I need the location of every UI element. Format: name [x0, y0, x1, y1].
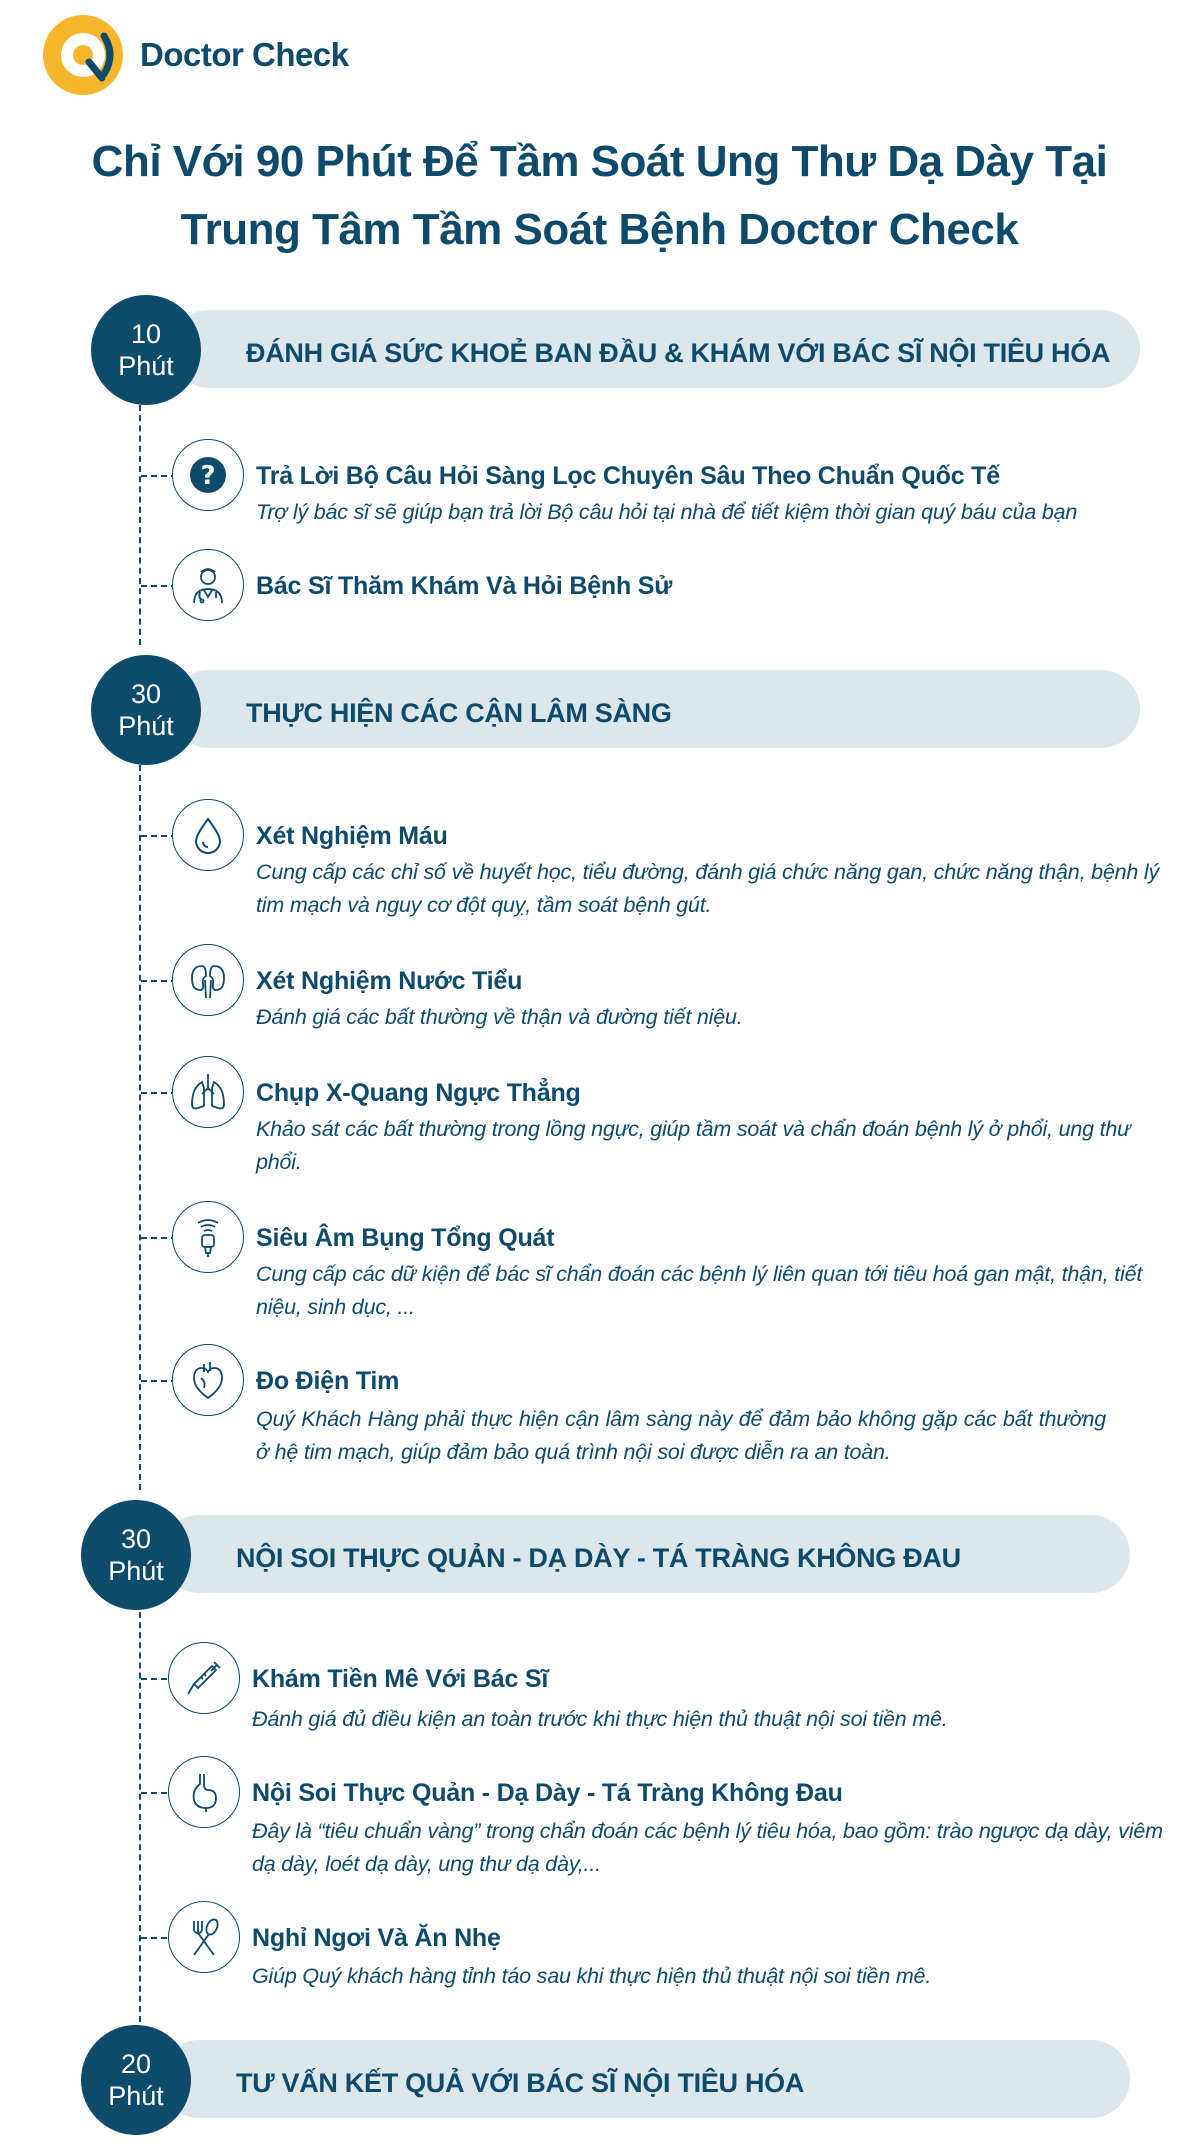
brand-name: Doctor Check: [140, 36, 349, 73]
item-desc: Đây là “tiêu chuẩn vàng” trong chẩn đoán các bệnh lý tiêu hóa, bao gồm: trào ngược dạ dày, viêm dạ dày, loét dạ dày, ung thư dạ dày,...: [252, 1819, 1163, 1876]
section-3-unit: Phút: [108, 1556, 164, 1586]
section-3-title: NỘI SOI THỰC QUẢN - DẠ DÀY - TÁ TRÀNG KHÔNG ĐAU: [236, 1543, 961, 1573]
section-2-duration-badge: [91, 655, 201, 765]
section-2-unit: Phút: [118, 711, 174, 741]
title-line-2: Trung Tâm Tầm Soát Bệnh Doctor Check: [180, 205, 1019, 254]
timeline-line-3: [139, 1612, 141, 2022]
section-3-minutes: 30: [120, 1524, 152, 1554]
syringe-icon: [168, 1642, 240, 1714]
stomach-icon: [168, 1756, 240, 1828]
ultrasound-icon: [172, 1201, 244, 1273]
kidney-icon: [172, 944, 244, 1016]
item-desc: Cung cấp các dữ kiện để bác sĩ chẩn đoán các bệnh lý liên quan tới tiêu hoá gan mật, thận, tiết niệu, sinh dục, ...: [256, 1262, 1143, 1319]
item-title: Siêu Âm Bụng Tổng Quát: [256, 1224, 555, 1252]
item-title: Xét Nghiệm Máu: [256, 822, 448, 850]
title-line-1: [0, 128, 1199, 196]
item-title: Trả Lời Bộ Câu Hỏi Sàng Lọc Chuyên Sâu Theo Chuẩn Quốc Tế: [256, 462, 1000, 490]
item-title: Chụp X-Quang Ngực Thẳng: [256, 1079, 581, 1107]
brand-logo[interactable]: [42, 14, 349, 96]
section-4-title: TƯ VẤN KẾT QUẢ VỚI BÁC SĨ NỘI TIÊU HÓA: [236, 2068, 805, 2098]
doctor-check-logo-icon: [42, 14, 124, 96]
item-title: Đo Điện Tim: [256, 1367, 400, 1395]
lungs-icon: [172, 1056, 244, 1128]
item-title: Nghỉ Ngơi Và Ăn Nhẹ: [252, 1924, 501, 1952]
title-pre: Chỉ Với: [91, 137, 256, 186]
section-2-title: THỰC HIỆN CÁC CẬN LÂM SÀNG: [246, 698, 672, 728]
section-4-minutes: 20: [120, 2049, 152, 2079]
title-post: Để Tầm Soát Ung Thư Dạ Dày Tại: [411, 137, 1108, 186]
blood-drop-icon: [172, 799, 244, 871]
item-title: Bác Sĩ Thăm Khám Và Hỏi Bệnh Sử: [256, 572, 673, 600]
question-icon: [172, 439, 244, 511]
section-1-duration-badge: [91, 295, 201, 405]
item-desc: Khảo sát các bất thường trong lồng ngực, giúp tầm soát và chẩn đoán bệnh lý ở phổi, ung thư phổi.: [256, 1117, 1131, 1174]
page-title: [0, 128, 1199, 264]
item-desc: Đánh giá đủ điều kiện an toàn trước khi thực hiện thủ thuật nội soi tiền mê.: [252, 1707, 948, 1731]
item-desc: Trợ lý bác sĩ sẽ giúp bạn trả lời Bộ câu hỏi tại nhà để tiết kiệm thời gian quý báu của bạn: [256, 500, 1078, 524]
svg-text:?: ?: [200, 461, 216, 491]
section-1-unit: Phút: [118, 351, 174, 381]
item-title: Khám Tiền Mê Với Bác Sĩ: [252, 1665, 549, 1693]
section-2-minutes: 30: [130, 679, 162, 709]
item-title: Nội Soi Thực Quản - Dạ Dày - Tá Tràng Không Đau: [252, 1779, 843, 1807]
item-title: Xét Nghiệm Nước Tiểu: [256, 967, 523, 995]
heart-icon: [172, 1344, 244, 1416]
section-1-title: ĐÁNH GIÁ SỨC KHOẺ BAN ĐẦU & KHÁM VỚI BÁC SĨ NỘI TIÊU HÓA: [246, 338, 1111, 368]
title-highlight: 90 Phút: [256, 128, 411, 196]
doctor-icon: [172, 549, 244, 621]
section-4-unit: Phút: [108, 2081, 164, 2111]
section-3-duration-badge: [81, 1500, 191, 1610]
item-desc: Giúp Quý khách hàng tỉnh táo sau khi thực hiện thủ thuật nội soi tiền mê.: [252, 1964, 932, 1988]
timeline-line-1: [139, 405, 141, 645]
section-1-minutes: 10: [130, 319, 162, 349]
item-desc: Cung cấp các chỉ số về huyết học, tiểu đường, đánh giá chức năng gan, chức năng thận, bệnh lý tim mạch và nguy cơ đột quỵ, tầm soát bệnh gút.: [256, 860, 1160, 917]
item-desc: Quý Khách Hàng phải thực hiện cận lâm sàng này để đảm bảo không gặp các bất thường ở hệ tim mạch, giúp đảm bảo quá trình nội soi được diễn ra an toàn.: [256, 1407, 1106, 1464]
section-4-duration-badge: [81, 2025, 191, 2135]
item-desc: Đánh giá các bất thường về thận và đường tiết niệu.: [256, 1005, 743, 1029]
fork-spoon-icon: [168, 1901, 240, 1973]
